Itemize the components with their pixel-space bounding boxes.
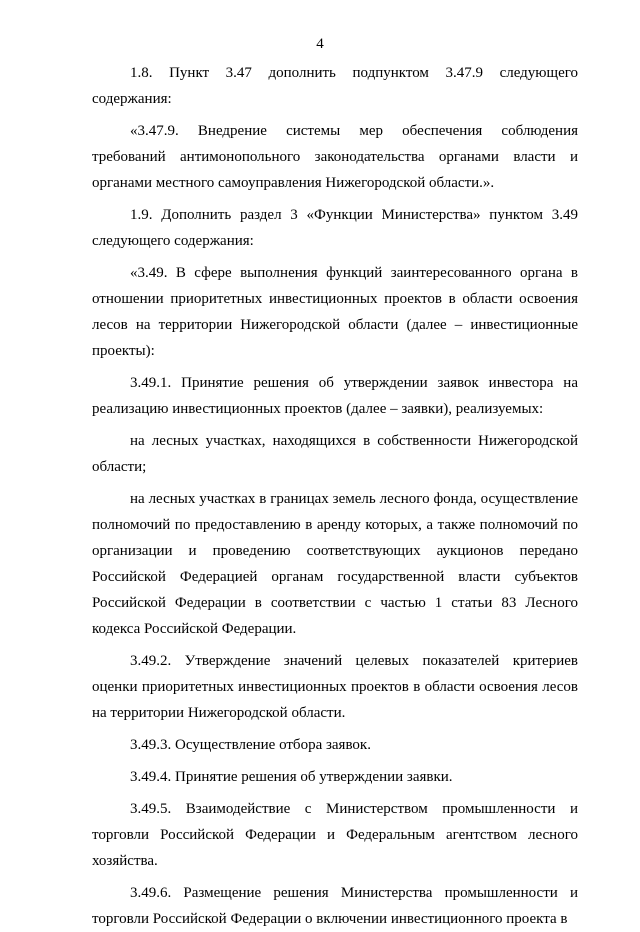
paragraph-3-49-6: 3.49.6. Размещение решения Министерства промышленности и торговли Российской Федерации о включении инвестиционного проекта в [92,885,578,927]
paragraph-1-8: 1.8. Пункт 3.47 дополнить подпунктом 3.47.9 следующего содержания: [92,65,578,107]
paragraph-3-49-3: 3.49.3. Осуществление отбора заявок. [130,737,371,753]
paragraph-1-9: 1.9. Дополнить раздел 3 «Функции Министерства» пунктом 3.49 следующего содержания: [92,207,578,249]
paragraph-list-item-2: на лесных участках в границах земель лесного фонда, осуществление полномочий по предоставлению в аренду которых, а также полномочий по организации и проведению соответствующих аукционов передано Российской Федерацией органам государственной власти субъектов Российской Федерации в соответствии с частью 1 статьи 83 Лесного кодекса Российской Федерации. [92,491,578,637]
paragraph-3-49-4: 3.49.4. Принятие решения об утверждении заявки. [130,769,453,785]
page-number: 4 [316,36,324,52]
paragraph-3-49: «3.49. В сфере выполнения функций заинтересованного органа в отношении приоритетных инвестиционных проектов в области освоения лесов на территории Нижегородской области (далее – инвестиционные проекты): [92,265,578,359]
paragraph-3-49-2: 3.49.2. Утверждение значений целевых показателей критериев оценки приоритетных инвестиционных проектов в области освоения лесов на территории Нижегородской области. [92,653,578,721]
document-body [92,60,578,932]
paragraph-3-49-1: 3.49.1. Принятие решения об утверждении заявок инвестора на реализацию инвестиционных проектов (далее – заявки), реализуемых: [92,375,578,417]
paragraph-list-item-1: на лесных участках, находящихся в собственности Нижегородской области; [92,433,578,475]
paragraph-3-49-5: 3.49.5. Взаимодействие с Министерством промышленности и торговли Российской Федерации и Федеральным агентством лесного хозяйства. [92,801,578,869]
paragraph-3-47-9: «3.47.9. Внедрение системы мер обеспечения соблюдения требований антимонопольного законодательства органами власти и органами местного самоуправления Нижегородской области.». [92,123,578,191]
